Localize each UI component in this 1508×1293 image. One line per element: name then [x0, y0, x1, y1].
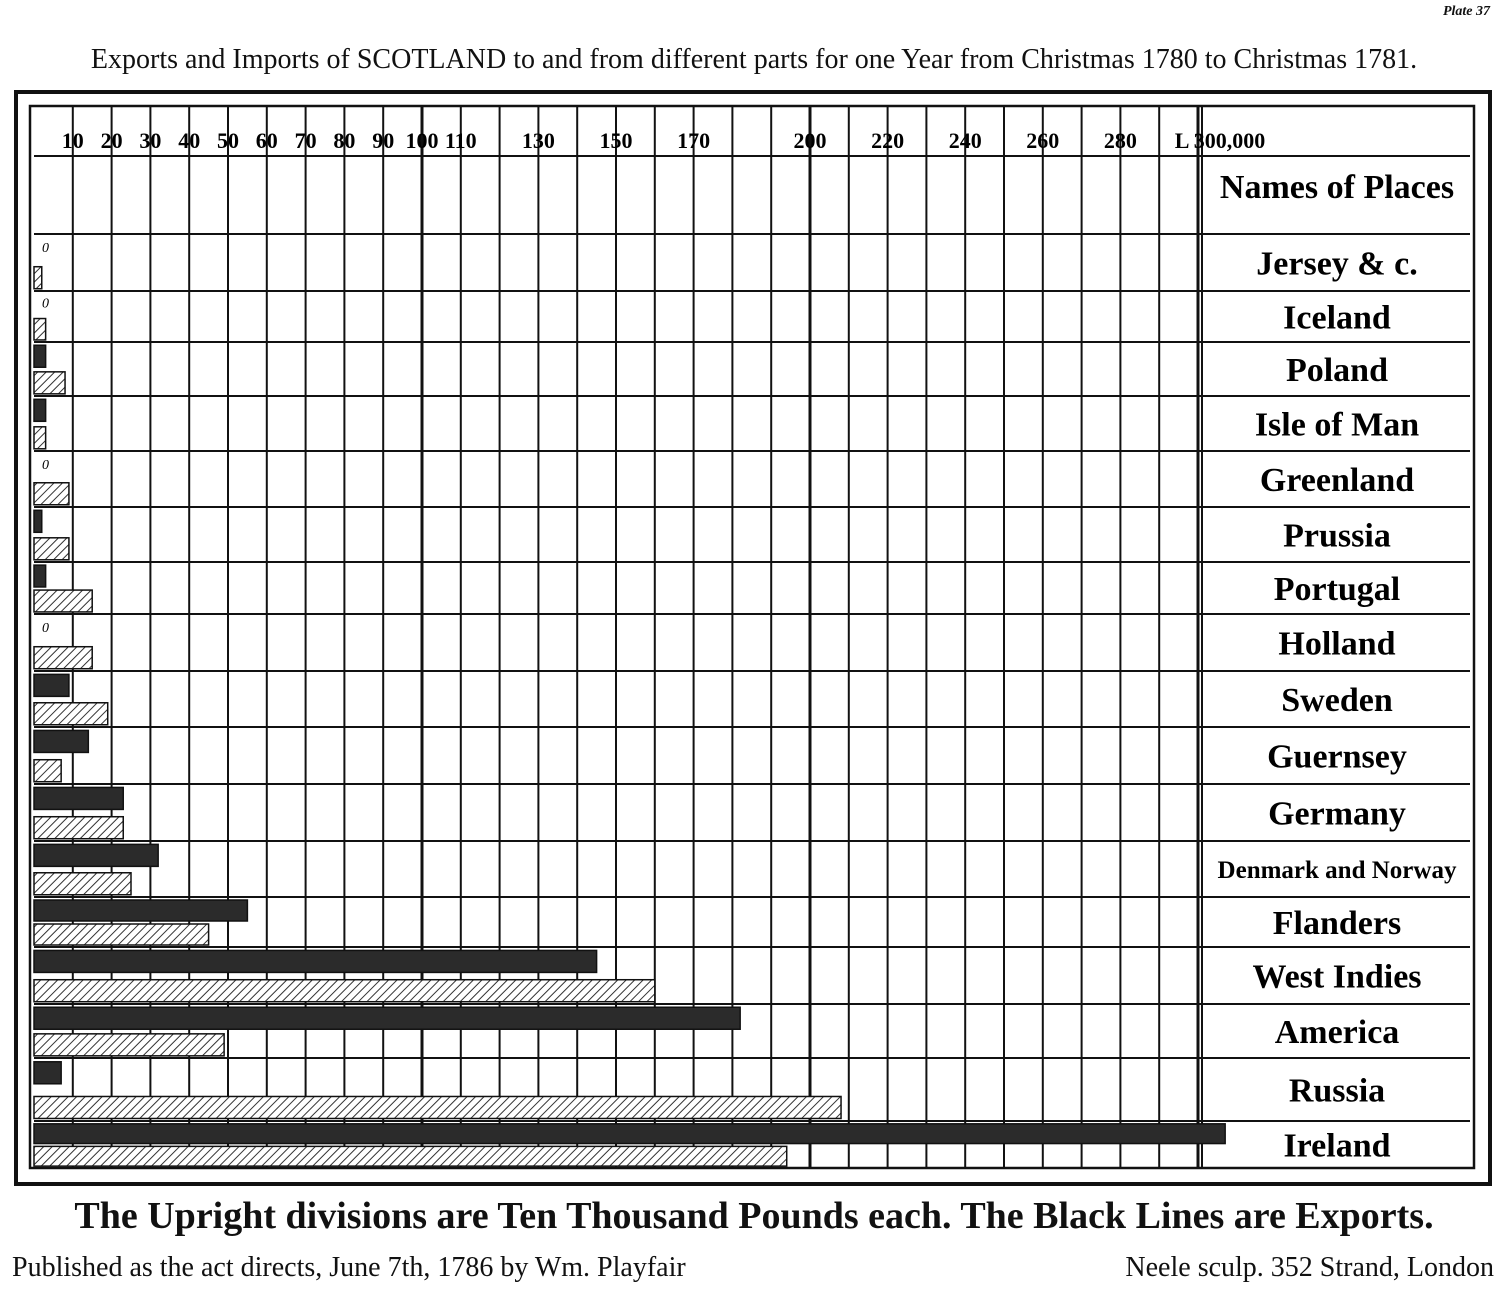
x-tick-label: L 300,000 — [1174, 128, 1266, 153]
import-bar — [34, 1146, 787, 1166]
category-label: Ireland — [1283, 1127, 1391, 1165]
zero-marker: 0 — [42, 296, 49, 312]
category-label: Iceland — [1283, 299, 1391, 337]
export-bar — [34, 844, 158, 866]
x-tick-label: 150 — [599, 128, 633, 153]
import-bar — [34, 760, 61, 782]
zero-marker: 0 — [42, 621, 49, 637]
export-bar — [34, 565, 46, 587]
category-label: Jersey & c. — [1256, 245, 1418, 283]
import-bar — [34, 372, 65, 394]
import-bar — [34, 980, 655, 1002]
import-bar — [34, 924, 209, 945]
zero-marker: 0 — [42, 457, 49, 473]
engraver-credit: Neele sculp. 352 Strand, London — [1125, 1252, 1494, 1283]
x-tick-label: 30 — [139, 128, 162, 153]
import-bar — [34, 1096, 841, 1118]
x-tick-label: 240 — [948, 128, 982, 153]
x-tick-label: 70 — [294, 128, 317, 153]
category-label: Portugal — [1273, 571, 1401, 608]
places-header: Names of Places — [1219, 169, 1455, 206]
x-tick-label: 20 — [100, 128, 123, 153]
export-bar — [34, 399, 46, 421]
bars — [34, 241, 1225, 1166]
x-tick-label: 60 — [255, 128, 278, 153]
chart-svg — [18, 94, 1488, 1182]
publisher-credit: Published as the act directs, June 7th, 1786 by Wm. Playfair — [12, 1252, 686, 1283]
x-tick-label: 260 — [1026, 128, 1060, 153]
plate-number: Plate 37 — [1442, 4, 1490, 19]
category-label: Russia — [1288, 1072, 1386, 1110]
export-bar — [34, 1124, 1225, 1144]
export-bar — [34, 674, 69, 696]
chart-frame — [14, 90, 1492, 1186]
x-tick-label: 130 — [521, 128, 555, 153]
export-bar — [34, 900, 247, 921]
category-label: Prussia — [1283, 517, 1391, 555]
x-tick-label: 200 — [793, 128, 827, 153]
export-bar — [34, 510, 42, 532]
import-bar — [34, 319, 46, 340]
import-bar — [34, 267, 42, 289]
category-label: Holland — [1278, 625, 1396, 663]
category-label: Isle of Man — [1254, 406, 1420, 444]
import-bar — [34, 647, 92, 669]
import-bar — [34, 590, 92, 612]
category-label: Greenland — [1259, 462, 1415, 499]
category-labels — [1218, 246, 1457, 1165]
category-label: Denmark and Norway — [1217, 857, 1457, 884]
category-label: West Indies — [1252, 958, 1422, 996]
x-tick-label: 170 — [677, 128, 711, 153]
chart-title: Exports and Imports of SCOTLAND to and from different parts for one Year from Christmas 1780 to Christmas 1781. — [90, 44, 1418, 75]
export-bar — [34, 1007, 740, 1029]
x-tick-label: 80 — [333, 128, 356, 153]
import-bar — [34, 817, 123, 839]
import-bar — [34, 703, 108, 725]
x-tick-label: 40 — [178, 128, 201, 153]
x-tick-label: 100 — [405, 128, 439, 153]
import-bar — [34, 427, 46, 449]
category-label: Poland — [1285, 352, 1389, 389]
x-axis-ticks — [62, 128, 1265, 153]
x-tick-label: 220 — [871, 128, 905, 153]
import-bar — [34, 1034, 224, 1056]
category-label: Sweden — [1281, 682, 1393, 719]
import-bar — [34, 538, 69, 560]
x-tick-label: 280 — [1103, 128, 1137, 153]
chart-subtitle: The Upright divisions are Ten Thousand Pounds each. The Black Lines are Exports. — [74, 1195, 1434, 1237]
category-label: Guernsey — [1267, 738, 1407, 776]
zero-marker: 0 — [42, 241, 49, 257]
category-label: America — [1274, 1014, 1400, 1051]
x-tick-label: 10 — [61, 128, 84, 153]
x-tick-label: 90 — [372, 128, 395, 153]
import-bar — [34, 483, 69, 505]
category-label: Germany — [1268, 795, 1406, 833]
export-bar — [34, 950, 597, 972]
import-bar — [34, 873, 131, 895]
x-tick-label: 110 — [444, 128, 477, 153]
export-bar — [34, 1062, 61, 1084]
export-bar — [34, 787, 123, 809]
export-bar — [34, 345, 46, 367]
x-tick-label: 50 — [217, 128, 239, 153]
category-label: Flanders — [1272, 905, 1402, 942]
export-bar — [34, 730, 88, 752]
